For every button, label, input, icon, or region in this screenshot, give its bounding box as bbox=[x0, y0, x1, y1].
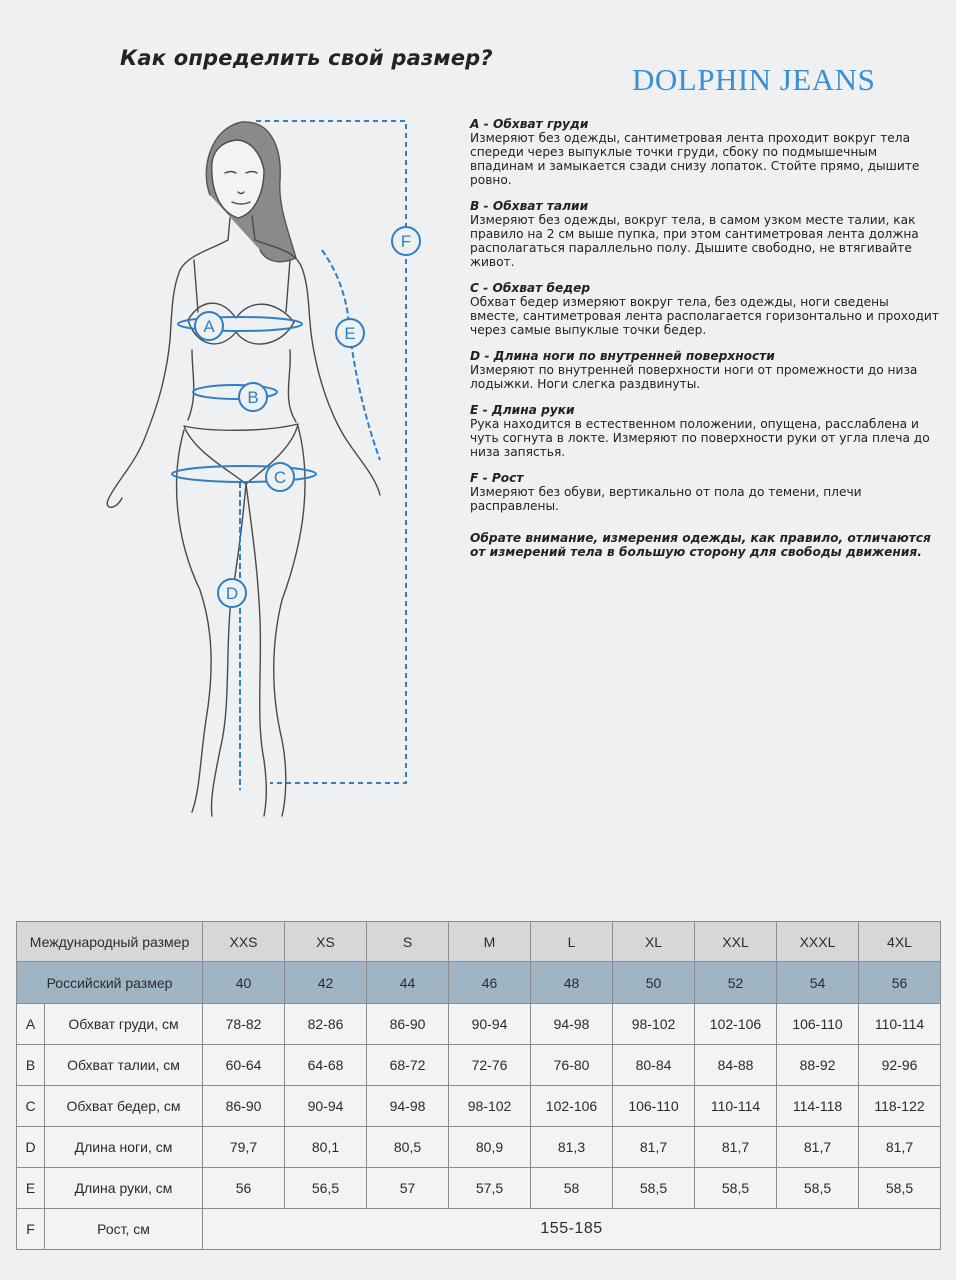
table-row bbox=[17, 1168, 941, 1209]
size-cell: 4XL bbox=[859, 922, 941, 962]
definition-title: F - Рост bbox=[470, 471, 524, 485]
marker-a-icon bbox=[195, 312, 223, 340]
value-cell: 76-80 bbox=[531, 1045, 613, 1086]
value-cell: 56,5 bbox=[285, 1168, 367, 1209]
value-cell: 80,5 bbox=[367, 1127, 449, 1168]
page-title: Как определить свой размер? bbox=[120, 46, 493, 70]
row-letter: D bbox=[17, 1127, 45, 1168]
definition-text: Измеряют без обуви, вертикально от пола до темени, плечи расправлены. bbox=[470, 485, 862, 513]
height-range-cell: 155-185 bbox=[203, 1209, 941, 1250]
value-cell: 81,7 bbox=[695, 1127, 777, 1168]
body-outline-illustration bbox=[60, 100, 440, 830]
marker-d-icon bbox=[218, 579, 246, 607]
row-letter: A bbox=[17, 1004, 45, 1045]
value-cell: 110-114 bbox=[695, 1086, 777, 1127]
size-cell: L bbox=[531, 922, 613, 962]
row-label: Длина руки, см bbox=[45, 1168, 203, 1209]
value-cell: 80,1 bbox=[285, 1127, 367, 1168]
definition-title: C - Обхват бедер bbox=[470, 281, 591, 295]
value-cell: 88-92 bbox=[777, 1045, 859, 1086]
size-cell: XXS bbox=[203, 922, 285, 962]
value-cell: 56 bbox=[203, 1168, 285, 1209]
value-cell: 64-68 bbox=[285, 1045, 367, 1086]
row-label: Обхват талии, см bbox=[45, 1045, 203, 1086]
international-size-row bbox=[17, 922, 941, 962]
value-cell: 94-98 bbox=[367, 1086, 449, 1127]
value-cell: 81,7 bbox=[777, 1127, 859, 1168]
brand-logo: DOLPHIN JEANS bbox=[632, 62, 876, 97]
row-letter: C bbox=[17, 1086, 45, 1127]
row-label: Длина ноги, см bbox=[45, 1127, 203, 1168]
definition-title: D - Длина ноги по внутренней поверхности bbox=[470, 349, 775, 363]
value-cell: 106-110 bbox=[613, 1086, 695, 1127]
definition-a bbox=[470, 117, 940, 187]
value-cell: 94-98 bbox=[531, 1004, 613, 1045]
definition-e bbox=[470, 403, 940, 459]
definition-text: Измеряют без одежды, вокруг тела, в самом узком месте талии, как правило на 2 см выше пупка, при этом сантиметровая лента должна располагаться параллельно полу. Дышите свободно, не втягивайте живот. bbox=[470, 213, 919, 269]
measurement-definitions bbox=[470, 117, 940, 559]
definition-d bbox=[470, 349, 940, 391]
value-cell: 58 bbox=[531, 1168, 613, 1209]
marker-b-icon bbox=[239, 383, 267, 411]
value-cell: 86-90 bbox=[203, 1086, 285, 1127]
svg-text:A: A bbox=[203, 317, 215, 336]
value-cell: 58,5 bbox=[613, 1168, 695, 1209]
value-cell: 102-106 bbox=[531, 1086, 613, 1127]
row-label: Рост, см bbox=[45, 1209, 203, 1250]
value-cell: 106-110 bbox=[777, 1004, 859, 1045]
table-row bbox=[17, 1045, 941, 1086]
value-cell: 80,9 bbox=[449, 1127, 531, 1168]
value-cell: 81,7 bbox=[859, 1127, 941, 1168]
value-cell: 86-90 bbox=[367, 1004, 449, 1045]
value-cell: 98-102 bbox=[449, 1086, 531, 1127]
marker-c-icon bbox=[266, 463, 294, 491]
international-size-label: Международный размер bbox=[17, 922, 203, 962]
body-measurement-figure bbox=[60, 100, 440, 830]
size-cell: XXXL bbox=[777, 922, 859, 962]
value-cell: 110-114 bbox=[859, 1004, 941, 1045]
value-cell: 98-102 bbox=[613, 1004, 695, 1045]
value-cell: 114-118 bbox=[777, 1086, 859, 1127]
definition-title: B - Обхват талии bbox=[470, 199, 589, 213]
value-cell: 81,7 bbox=[613, 1127, 695, 1168]
value-cell: 90-94 bbox=[285, 1086, 367, 1127]
table-row-height bbox=[17, 1209, 941, 1250]
value-cell: 57 bbox=[367, 1168, 449, 1209]
svg-text:C: C bbox=[273, 468, 287, 487]
definition-title: E - Длина руки bbox=[470, 403, 575, 417]
row-letter: B bbox=[17, 1045, 45, 1086]
value-cell: 58,5 bbox=[777, 1168, 859, 1209]
size-cell: 50 bbox=[613, 962, 695, 1004]
value-cell: 72-76 bbox=[449, 1045, 531, 1086]
size-cell: 56 bbox=[859, 962, 941, 1004]
size-cell: 52 bbox=[695, 962, 777, 1004]
size-cell: XS bbox=[285, 922, 367, 962]
definition-text: Измеряют по внутренней поверхности ноги от промежности до низа лодыжки. Ноги слегка раздвинуты. bbox=[470, 363, 918, 391]
size-cell: 40 bbox=[203, 962, 285, 1004]
svg-text:D: D bbox=[225, 584, 239, 603]
svg-text:B: B bbox=[247, 388, 259, 407]
russian-size-label: Российский размер bbox=[17, 962, 203, 1004]
table-row bbox=[17, 1086, 941, 1127]
value-cell: 78-82 bbox=[203, 1004, 285, 1045]
size-cell: XL bbox=[613, 922, 695, 962]
svg-text:E: E bbox=[344, 324, 356, 343]
size-cell: 42 bbox=[285, 962, 367, 1004]
size-cell: S bbox=[367, 922, 449, 962]
value-cell: 80-84 bbox=[613, 1045, 695, 1086]
size-cell: XXL bbox=[695, 922, 777, 962]
definition-text: Обхват бедер измеряют вокруг тела, без одежды, ноги сведены вместе, сантиметровая лента располагается горизонтально и проходит через самые выпуклые точки бедер. bbox=[470, 295, 939, 337]
size-cell: M bbox=[449, 922, 531, 962]
definition-title: A - Обхват груди bbox=[470, 117, 589, 131]
value-cell: 79,7 bbox=[203, 1127, 285, 1168]
size-cell: 54 bbox=[777, 962, 859, 1004]
value-cell: 58,5 bbox=[859, 1168, 941, 1209]
value-cell: 57,5 bbox=[449, 1168, 531, 1209]
definition-text: Рука находится в естественном положении, опущена, расслаблена и чуть согнута в локте. Измеряют по поверхности руки от угла плеча до низа запястья. bbox=[470, 417, 930, 459]
value-cell: 92-96 bbox=[859, 1045, 941, 1086]
value-cell: 81,3 bbox=[531, 1127, 613, 1168]
size-cell: 44 bbox=[367, 962, 449, 1004]
value-cell: 118-122 bbox=[859, 1086, 941, 1127]
definition-c bbox=[470, 281, 940, 337]
value-cell: 82-86 bbox=[285, 1004, 367, 1045]
row-label: Обхват бедер, см bbox=[45, 1086, 203, 1127]
value-cell: 90-94 bbox=[449, 1004, 531, 1045]
marker-f-icon bbox=[392, 227, 420, 255]
value-cell: 68-72 bbox=[367, 1045, 449, 1086]
definition-text: Измеряют без одежды, сантиметровая лента проходит вокруг тела спереди через выпуклые точки груди, сбоку по подмышечным впадинам и замыкается сзади снизу лопаток. Стойте прямо, дышите ровно. bbox=[470, 131, 920, 187]
row-letter: F bbox=[17, 1209, 45, 1250]
size-cell: 48 bbox=[531, 962, 613, 1004]
russian-size-row bbox=[17, 962, 941, 1004]
size-cell: 46 bbox=[449, 962, 531, 1004]
size-table bbox=[16, 921, 941, 1250]
row-letter: E bbox=[17, 1168, 45, 1209]
table-row bbox=[17, 1004, 941, 1045]
row-label: Обхват груди, см bbox=[45, 1004, 203, 1045]
definition-b bbox=[470, 199, 940, 269]
measurement-note: Обрате внимание, измерения одежды, как правило, отличаются от измерений тела в большую сторону для свободы движения. bbox=[470, 531, 931, 559]
value-cell: 84-88 bbox=[695, 1045, 777, 1086]
table-row bbox=[17, 1127, 941, 1168]
value-cell: 58,5 bbox=[695, 1168, 777, 1209]
marker-e-icon bbox=[336, 319, 364, 347]
definition-f bbox=[470, 471, 940, 513]
value-cell: 60-64 bbox=[203, 1045, 285, 1086]
value-cell: 102-106 bbox=[695, 1004, 777, 1045]
svg-text:F: F bbox=[400, 232, 412, 251]
